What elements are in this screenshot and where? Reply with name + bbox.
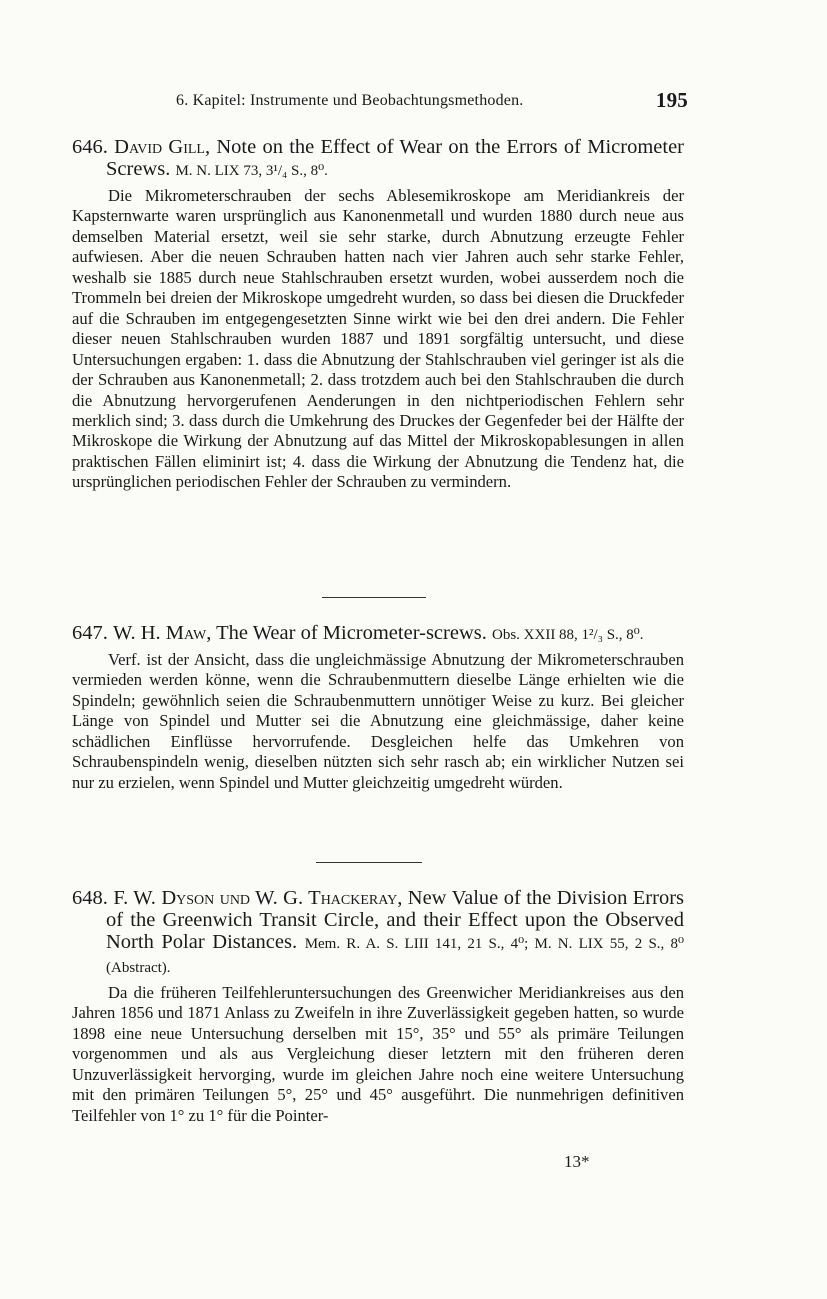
entry-heading (72, 136, 684, 182)
entry-author: W. H. Maw (113, 622, 207, 644)
entry-author: David Gill (114, 136, 205, 158)
entry-heading (72, 622, 684, 646)
entry-reference: Obs. XXII 88, 1²/₃ S., 8⁰. (491, 627, 644, 643)
entry-title: , New Value of the Division Errors of the Greenwich Transit Circle, and their Effect upon the Observed North Polar Distances. (106, 887, 685, 953)
entry-author: F. W. Dyson und W. G. Thackeray (113, 887, 398, 909)
separator-rule (322, 597, 426, 598)
entry-number: 647. (72, 622, 108, 644)
entry-reference: M. N. LIX 73, 3¹/₄ S., 8⁰. (175, 163, 328, 179)
entry-body: Die Mikrometerschrauben der sechs Ablesemikroskope am Meridiankreis der Kapsternwarte waren ursprünglich aus Kanonenmetall und wurden 1880 durch neue aus demselben Material ersetzt, weil sie sehr starke, durch Abnutzung erzeugte Fehler aufwiesen. Aber die neuen Schrauben hatten nach vier Jahren auch sehr starke Fehler, weshalb sie 1885 durch neue Stahlschrauben ersetzt wurden, wobei ausserdem noch die Trommeln bei dreien der Mikroskope umgedreht wurden, so dass bei diesen die Druckfeder auf die Schrauben im entgegengesetzten Sinne wirkt wie bei den drei andern. Die Fehler dieser neuen Stahlschrauben wurden 1887 und 1891 sorgfältig untersucht, und diese Untersuchungen ergaben: 1. dass die Abnutzung der Stahlschrauben viel geringer ist als die der Schrauben aus Kanonenmetall; 2. dass trotzdem auch bei den Stahlschrauben die durch die Abnutzung hervorgerufenen Aenderungen in den nichtperiodischen Fehlern sehr merklich sind; 3. dass durch die Umkehrung des Druckes der Gegenfeder bei der Hälfte der Mikroskope die Wirkung der Abnutzung auf das Mittel der Mikroskopablesungen in allen praktischen Fällen eliminirt ist; 4. dass die Wirkung der Abnutzung die Tendenz hat, die ursprünglichen periodischen Fehler der Schrauben zu vermindern. (72, 186, 684, 492)
entry-number: 648. (72, 887, 108, 909)
signature-mark: 13* (564, 1152, 590, 1171)
entry-heading (72, 887, 684, 979)
running-head-text: 6. Kapitel: Instrumente und Beobachtungsmethoden. (176, 92, 524, 109)
entry-647 (72, 622, 684, 793)
entry-body: Da die früheren Teilfehleruntersuchungen des Greenwicher Meridiankreises aus den Jahren 1856 und 1871 Anlass zu Zweifeln in ihre Zuverlässigkeit gegeben hatten, so wurde 1898 eine neue Untersuchung derselben mit 15°, 35° und 55° als primäre Teilungen vorgenommen und als aus Vergleichung dieser letztern mit den früheren deren Unzuverlässigkeit hervorging, wurde im gleichen Jahre noch eine weitere Untersuchung mit den primären Teilungen 5°, 25° und 45° ausgeführt. Die nunmehrigen definitiven Teilfehler von 1° zu 1° für die Pointer- (72, 983, 684, 1125)
page-number: 195 (655, 88, 688, 112)
entry-title: , Note on the Effect of Wear on the Errors of Micrometer Screws. (106, 136, 685, 180)
entry-646 (72, 136, 684, 493)
entry-body: Verf. ist der Ansicht, dass die ungleichmässige Abnutzung der Mikrometerschrauben vermieden werden könne, wenn die Schraubenmuttern dieselbe Länge erhielten wie die Spindeln; gewöhnlich seien die Schraubenmuttern unnötiger Weise zu kurz. Bei gleicher Länge von Spindel und Mutter sei die Abnutzung eine gleichmässige, daher keine schädlichen Einflüsse hervorrufende. Desgleichen helfe das Umkehren von Schraubenspindeln wenig, dieselben nützten sich sehr rasch ab; ein wirklicher Nutzen sei nur zu erzielen, wenn Spindel und Mutter gleichzeitig umgedreht würden. (72, 650, 684, 792)
entry-reference: Mem. R. A. S. LIII 141, 21 S., 4⁰; M. N. LIX 55, 2 S., 8⁰ (Abstract). (106, 936, 685, 976)
entry-648 (72, 887, 684, 1126)
running-head (176, 88, 688, 112)
entry-number: 646. (72, 136, 108, 158)
entry-title: , The Wear of Micrometer-screws. (206, 622, 487, 644)
separator-rule (316, 862, 422, 863)
